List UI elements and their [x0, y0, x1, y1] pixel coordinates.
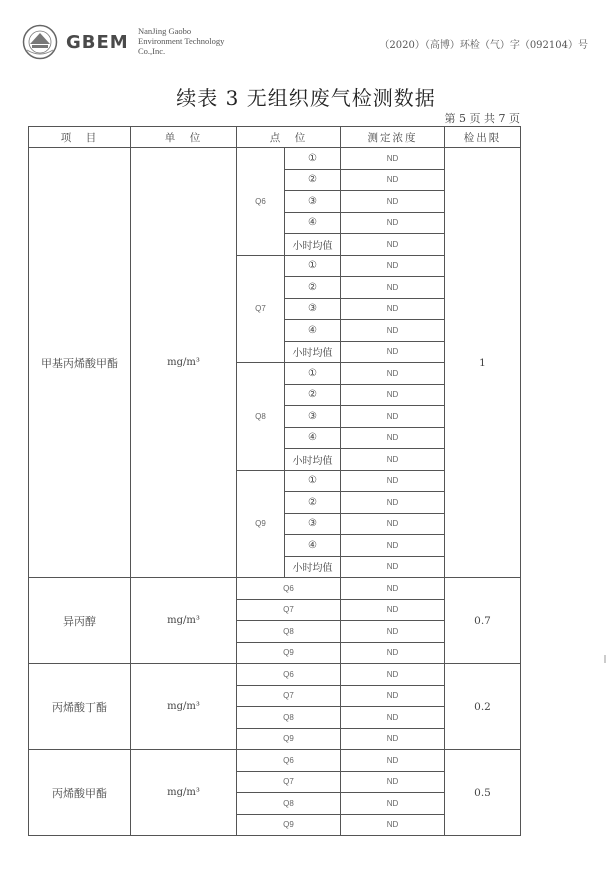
concentration-value: ND [341, 406, 445, 428]
concentration-value: ND [341, 449, 445, 471]
sample-label: ④ [285, 212, 341, 234]
concentration-value: ND [341, 255, 445, 277]
item-name: 丙烯酸丁酯 [29, 664, 131, 750]
concentration-value: ND [341, 212, 445, 234]
sample-label: ④ [285, 320, 341, 342]
table-header-row [29, 127, 521, 148]
point-name: Q6 [237, 664, 341, 686]
concentration-value: ND [341, 685, 445, 707]
unit: mg/m³ [131, 148, 237, 578]
company-line: NanJing Gaobo [138, 26, 192, 36]
unit: mg/m³ [131, 664, 237, 750]
sample-label: ② [285, 277, 341, 299]
table-row [29, 148, 521, 170]
concentration-value: ND [341, 578, 445, 600]
point-name: Q8 [237, 363, 285, 471]
point-name: Q6 [237, 750, 341, 772]
point-name: Q9 [237, 728, 341, 750]
detection-limit: 1 [445, 148, 521, 578]
point-name: Q9 [237, 814, 341, 836]
sample-label: 小时均值 [285, 449, 341, 471]
concentration-value: ND [341, 320, 445, 342]
table-row [29, 578, 521, 600]
concentration-value: ND [341, 599, 445, 621]
concentration-value: ND [341, 513, 445, 535]
concentration-value: ND [341, 642, 445, 664]
concentration-value: ND [341, 341, 445, 363]
company-line: Co.,Inc. [138, 46, 166, 56]
unit: mg/m³ [131, 578, 237, 664]
sample-label: ④ [285, 427, 341, 449]
sample-label: ① [285, 363, 341, 385]
page-number: 第 5 页 共 7 页 [444, 112, 520, 125]
concentration-value: ND [341, 750, 445, 772]
gbem-emblem-icon [22, 24, 58, 60]
detection-limit: 0.5 [445, 750, 521, 836]
concentration-value: ND [341, 384, 445, 406]
sample-label: ③ [285, 513, 341, 535]
point-name: Q8 [237, 707, 341, 729]
header-detection-limit: 检出限 [445, 127, 521, 148]
sample-label: ① [285, 470, 341, 492]
concentration-value: ND [341, 814, 445, 836]
company-name [138, 26, 224, 56]
page-title: 续表 3 无组织废气检测数据 [176, 86, 436, 110]
item-name: 丙烯酸甲酯 [29, 750, 131, 836]
item-name: 异丙醇 [29, 578, 131, 664]
sample-label: ③ [285, 406, 341, 428]
concentration-value: ND [341, 191, 445, 213]
concentration-value: ND [341, 492, 445, 514]
sample-label: ② [285, 384, 341, 406]
concentration-value: ND [341, 363, 445, 385]
sample-label: ② [285, 169, 341, 191]
concentration-value: ND [341, 793, 445, 815]
unit: mg/m³ [131, 750, 237, 836]
sample-label: ④ [285, 535, 341, 557]
point-name: Q8 [237, 621, 341, 643]
point-name: Q9 [237, 470, 285, 578]
detection-limit: 0.7 [445, 578, 521, 664]
header-unit: 单 位 [131, 127, 237, 148]
report-number: （2020）（高博）环检（气）字（092104）号 [379, 40, 588, 51]
item-name: 甲基丙烯酸甲酯 [29, 148, 131, 578]
sample-label: 小时均值 [285, 556, 341, 578]
sample-label: ① [285, 148, 341, 170]
concentration-value: ND [341, 234, 445, 256]
concentration-value: ND [341, 535, 445, 557]
concentration-value: ND [341, 728, 445, 750]
concentration-value: ND [341, 707, 445, 729]
header-concentration: 测定浓度 [341, 127, 445, 148]
point-name: Q7 [237, 771, 341, 793]
logo-text: GBEM [66, 32, 129, 53]
concentration-value: ND [341, 556, 445, 578]
point-name: Q7 [237, 599, 341, 621]
header-item: 项 目 [29, 127, 131, 148]
concentration-value: ND [341, 298, 445, 320]
header-point: 点 位 [237, 127, 341, 148]
concentration-value: ND [341, 621, 445, 643]
concentration-value: ND [341, 427, 445, 449]
point-name: Q6 [237, 148, 285, 256]
point-name: Q7 [237, 255, 285, 363]
point-name: Q6 [237, 578, 341, 600]
company-line: Environment Technology [138, 36, 225, 46]
concentration-value: ND [341, 169, 445, 191]
table-row [29, 750, 521, 772]
sample-label: 小时均值 [285, 234, 341, 256]
scan-mark [604, 655, 606, 663]
concentration-value: ND [341, 470, 445, 492]
concentration-value: ND [341, 277, 445, 299]
concentration-value: ND [341, 148, 445, 170]
sample-label: ③ [285, 298, 341, 320]
point-name: Q9 [237, 642, 341, 664]
detection-limit: 0.2 [445, 664, 521, 750]
concentration-value: ND [341, 771, 445, 793]
letterhead [22, 22, 592, 62]
table-row [29, 664, 521, 686]
point-name: Q8 [237, 793, 341, 815]
sample-label: ① [285, 255, 341, 277]
sample-label: 小时均值 [285, 341, 341, 363]
point-name: Q7 [237, 685, 341, 707]
sample-label: ② [285, 492, 341, 514]
sample-label: ③ [285, 191, 341, 213]
concentration-value: ND [341, 664, 445, 686]
emission-data-table [28, 126, 521, 836]
